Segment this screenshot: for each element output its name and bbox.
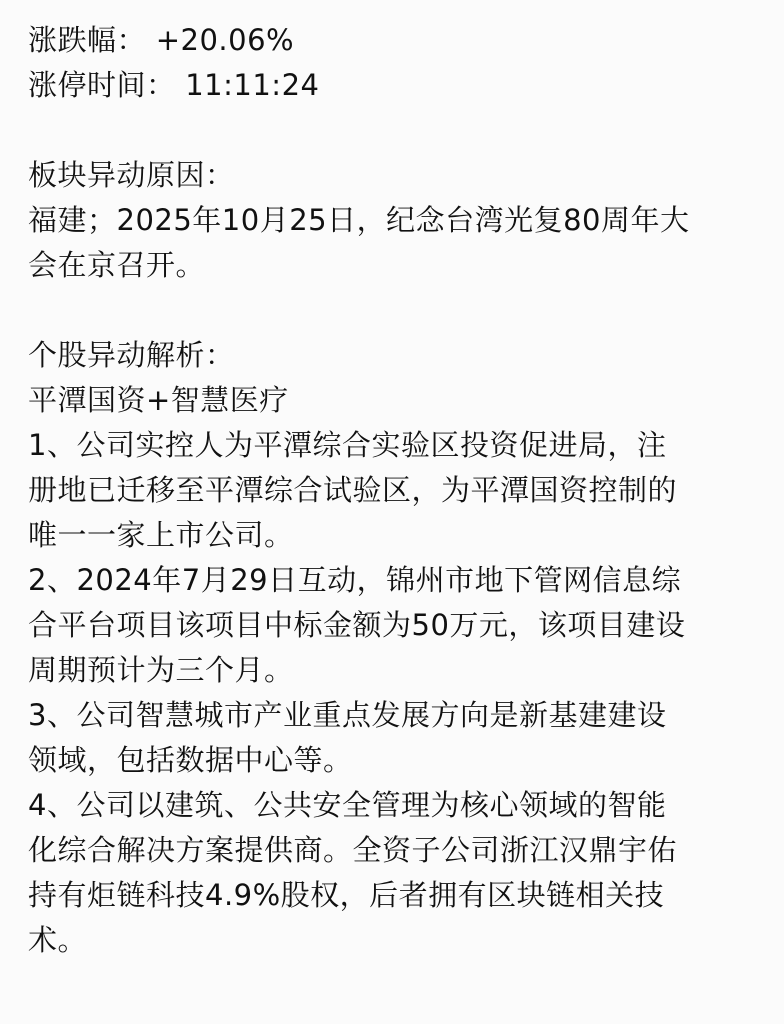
change-pct-line (28, 18, 764, 63)
sector-reason-title: 板块异动原因： (28, 158, 235, 192)
analysis-line: 持有炬链科技4.9%股权，后者拥有区块链相关技 (28, 878, 665, 912)
spacer (28, 288, 764, 333)
stock-analysis-title: 个股异动解析： (28, 338, 235, 372)
limit-up-time-label: 涨停时间： (28, 68, 176, 102)
analysis-line: 术。 (28, 923, 88, 957)
analysis-line: 领域，包括数据中心等。 (28, 743, 353, 777)
stock-analysis-subtitle: 平潭国资+智慧医疗 (28, 383, 289, 417)
analysis-line: 4、公司以建筑、公共安全管理为核心领域的智能 (28, 788, 667, 822)
analysis-line: 册地已迁移至平潭综合试验区，为平潭国资控制的 (28, 473, 678, 507)
analysis-line: 合平台项目该项目中标金额为50万元，该项目建设 (28, 608, 686, 642)
sector-reason-line: 会在京召开。 (28, 248, 206, 282)
change-pct-value: +20.06% (155, 23, 295, 57)
document-body (28, 18, 764, 963)
sector-reason-line: 福建；2025年10月25日，纪念台湾光复80周年大 (28, 203, 690, 237)
spacer (28, 108, 764, 153)
analysis-line: 2、2024年7月29日互动，锦州市地下管网信息综 (28, 563, 682, 597)
analysis-line: 周期预计为三个月。 (28, 653, 294, 687)
analysis-line: 唯一一家上市公司。 (28, 518, 294, 552)
analysis-line: 1、公司实控人为平潭综合实验区投资促进局，注 (28, 428, 667, 462)
analysis-line: 3、公司智慧城市产业重点发展方向是新基建建设 (28, 698, 667, 732)
change-pct-label: 涨跌幅： (28, 23, 147, 57)
limit-up-time-line (28, 63, 764, 108)
limit-up-time-value: 11:11:24 (185, 68, 320, 102)
analysis-line: 化综合解决方案提供商。全资子公司浙江汉鼎宇佑 (28, 833, 678, 867)
